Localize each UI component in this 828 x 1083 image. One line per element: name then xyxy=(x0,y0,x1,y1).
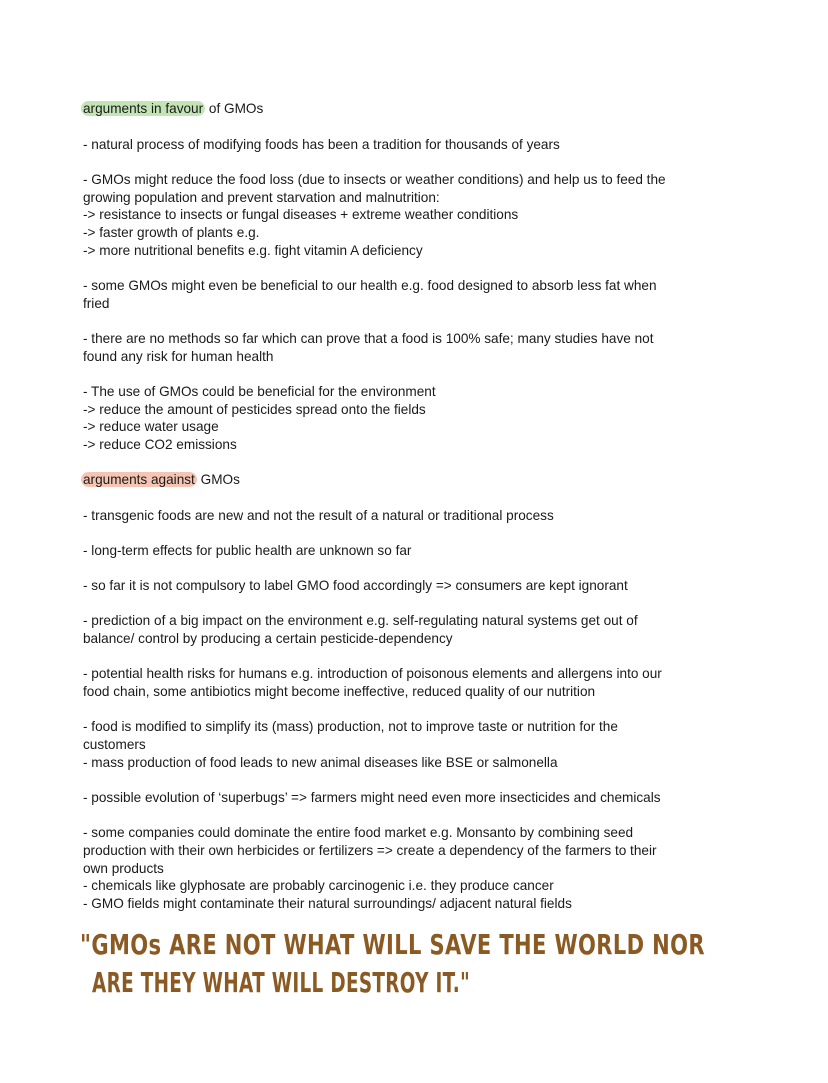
favour-line: - GMOs might reduce the food loss (due to insects or weather conditions) and help us to feed the xyxy=(83,172,666,187)
against-heading xyxy=(83,471,240,489)
against-line: - prediction of a big impact on the environment e.g. self-regulating natural systems get out of xyxy=(83,613,638,628)
favour-line: - some GMOs might even be beneficial to our health e.g. food designed to absorb less fat when xyxy=(83,278,657,293)
against-line: food chain, some antibiotics might become ineffective, reduced quality of our nutrition xyxy=(83,684,596,699)
against-heading-rest: GMOs xyxy=(196,472,240,487)
against-line: - transgenic foods are new and not the result of a natural or traditional process xyxy=(83,508,554,523)
against-line: - some companies could dominate the entire food market e.g. Monsanto by combining seed xyxy=(83,825,634,840)
against-line: - food is modified to simplify its (mass) production, not to improve taste or nutrition for the xyxy=(83,719,618,734)
against-line: balance/ control by producing a certain pesticide-dependency xyxy=(83,631,453,646)
against-heading-highlight: arguments against xyxy=(83,472,195,487)
favour-line: -> reduce the amount of pesticides spread onto the fields xyxy=(83,402,426,417)
favour-line: - there are no methods so far which can prove that a food is 100% safe; many studies have not xyxy=(83,331,654,346)
favour-line: growing population and prevent starvation and malnutrition: xyxy=(83,190,440,205)
favour-line: fried xyxy=(83,296,110,311)
favour-line: found any risk for human health xyxy=(83,349,274,364)
favour-line: -> faster growth of plants e.g. xyxy=(83,225,260,240)
against-line: - so far it is not compulsory to label GMO food accordingly => consumers are kept ignorant xyxy=(83,578,628,593)
against-line: - long-term effects for public health are unknown so far xyxy=(83,543,412,558)
against-line: - potential health risks for humans e.g. introduction of poisonous elements and allergens into our xyxy=(83,666,662,681)
favour-heading xyxy=(83,100,263,118)
against-line: production with their own herbicides or fertilizers => create a dependency of the farmers to their xyxy=(83,843,657,858)
against-line: - mass production of food leads to new animal diseases like BSE or salmonella xyxy=(83,755,558,770)
favour-line: -> more nutritional benefits e.g. fight vitamin A deficiency xyxy=(83,243,423,258)
favour-heading-highlight: arguments in favour xyxy=(83,101,204,116)
against-line: - GMO fields might contaminate their natural surroundings/ adjacent natural fields xyxy=(83,896,572,911)
favour-line: -> reduce CO2 emissions xyxy=(83,437,237,452)
quote-line-1: "GMOs ARE NOT WHAT WILL SAVE THE WORLD NOR xyxy=(80,928,705,961)
favour-line: -> reduce water usage xyxy=(83,419,219,434)
favour-heading-rest: of GMOs xyxy=(205,101,264,116)
quote-line-2: ARE THEY WHAT WILL DESTROY IT." xyxy=(92,966,470,999)
favour-line: - The use of GMOs could be beneficial for the environment xyxy=(83,384,436,399)
against-line: - possible evolution of ‘superbugs’ => farmers might need even more insecticides and chemicals xyxy=(83,790,661,805)
favour-line: - natural process of modifying foods has been a tradition for thousands of years xyxy=(83,137,560,152)
against-line: own products xyxy=(83,861,164,876)
against-line: - chemicals like glyphosate are probably carcinogenic i.e. they produce cancer xyxy=(83,878,554,893)
against-line: customers xyxy=(83,737,146,752)
favour-line: -> resistance to insects or fungal diseases + extreme weather conditions xyxy=(83,207,519,222)
